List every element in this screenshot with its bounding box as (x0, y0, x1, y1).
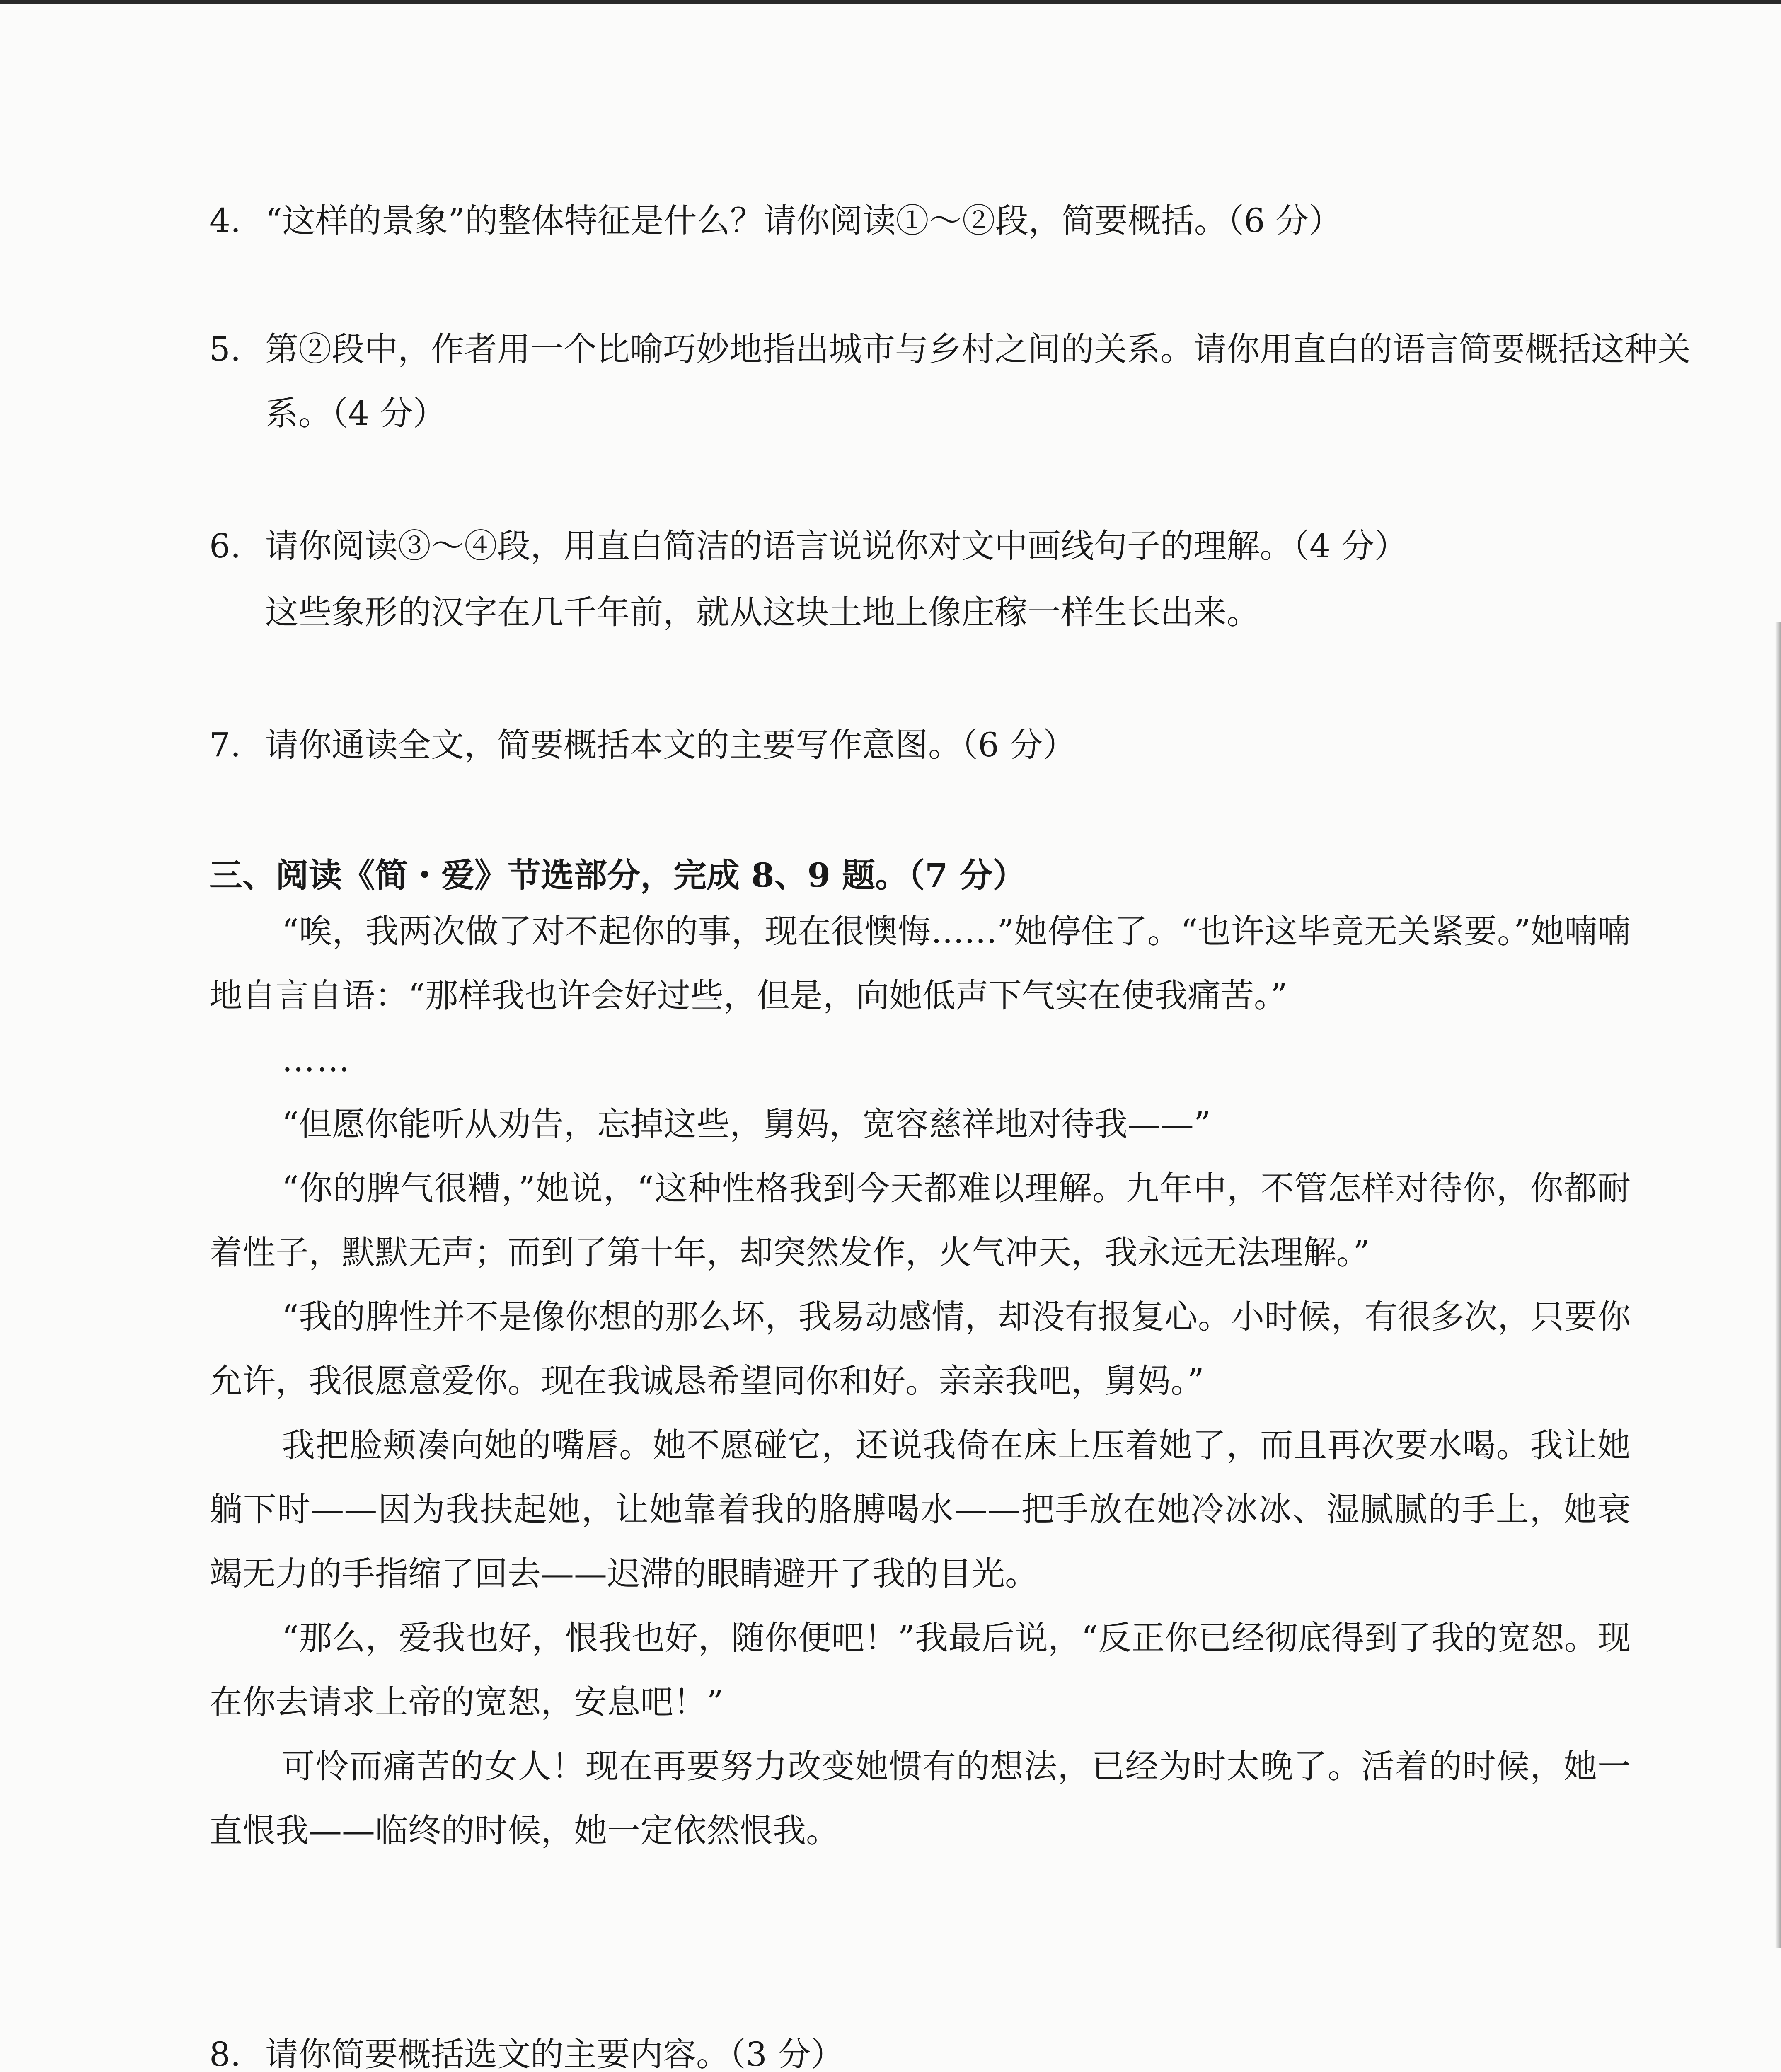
question-number: 6. (209, 527, 241, 565)
question-number: 7. (209, 726, 241, 764)
quoted-sentence: 这些象形的汉字在几千年前，就从这块土地上像庄稼一样生长出来。 (265, 593, 1260, 632)
scan-top-edge (0, 0, 1781, 4)
passage-paragraph: “但愿你能听从劝告，忘掉这些，舅妈，宽容慈祥地对待我——” (282, 1105, 1211, 1143)
passage-paragraph: “我的脾性并不是像你想的那么坏，我易动感情，却没有报复心。小时候，有很多次，只要你允许，我很愿意爱你。现在我诚恳希望同你和好。亲亲我吧，舅妈。” (209, 1297, 1631, 1400)
question-4 (209, 189, 1699, 253)
question-6 (209, 514, 1699, 578)
passage-paragraph: “那么，爱我也好，恨我也好，随你便吧！”我最后说，“反正你已经彻底得到了我的宽恕。现在你去请求上帝的宽恕，安息吧！” (209, 1619, 1631, 1721)
passage-paragraph: 可怜而痛苦的女人！现在再要努力改变她惯有的想法，已经为时太晚了。活着的时候，她一直恨我——临终的时候，她一定依然恨我。 (209, 1747, 1631, 1850)
question-8 (209, 2022, 1699, 2072)
question-number: 4. (209, 201, 241, 240)
section-title: 三、阅读《简・爱》节选部分，完成 8、9 题。（7 分） (209, 856, 1026, 895)
question-text: 请你简要概括选文的主要内容。（3 分） (265, 2035, 844, 2072)
passage-ellipsis: …… (282, 1041, 351, 1079)
question-number: 8. (209, 2035, 241, 2072)
passage-paragraph: “你的脾气很糟，”她说，“这种性格我到今天都难以理解。九年中，不管怎样对待你，你都耐着性子，默默无声；而到了第十年，却突然发作，火气冲天，我永远无法理解。” (209, 1169, 1631, 1272)
question-7 (209, 713, 1699, 777)
reading-passage (209, 899, 1631, 1863)
question-text: “这样的景象”的整体特征是什么？请你阅读①～②段，简要概括。（6 分） (265, 201, 1342, 240)
passage-paragraph: “唉，我两次做了对不起你的事，现在很懊悔……”她停住了。“也许这毕竟无关紧要。”她喃喃地自言自语：“那样我也许会好过些，但是，向她低声下气实在使我痛苦。” (209, 912, 1631, 1015)
question-number: 5. (209, 330, 241, 368)
passage-paragraph: 我把脸颊凑向她的嘴唇。她不愿碰它，还说我倚在床上压着她了，而且再次要水喝。我让她躺下时——因为我扶起她，让她靠着我的胳膊喝水——把手放在她冷冰冰、湿腻腻的手上，她衰竭无力的手指缩了回去——迟滞的眼睛避开了我的目光。 (209, 1426, 1631, 1593)
question-text: 请你通读全文，简要概括本文的主要写作意图。（6 分） (265, 726, 1076, 764)
question-5 (209, 317, 1699, 445)
question-text: 请你阅读③～④段，用直白简洁的语言说说你对文中画线句子的理解。（4 分） (265, 527, 1408, 565)
scan-right-shadow (1775, 622, 1781, 1948)
question-text: 第②段中，作者用一个比喻巧妙地指出城市与乡村之间的关系。请你用直白的语言简要概括这种关系。（4 分） (265, 330, 1691, 433)
